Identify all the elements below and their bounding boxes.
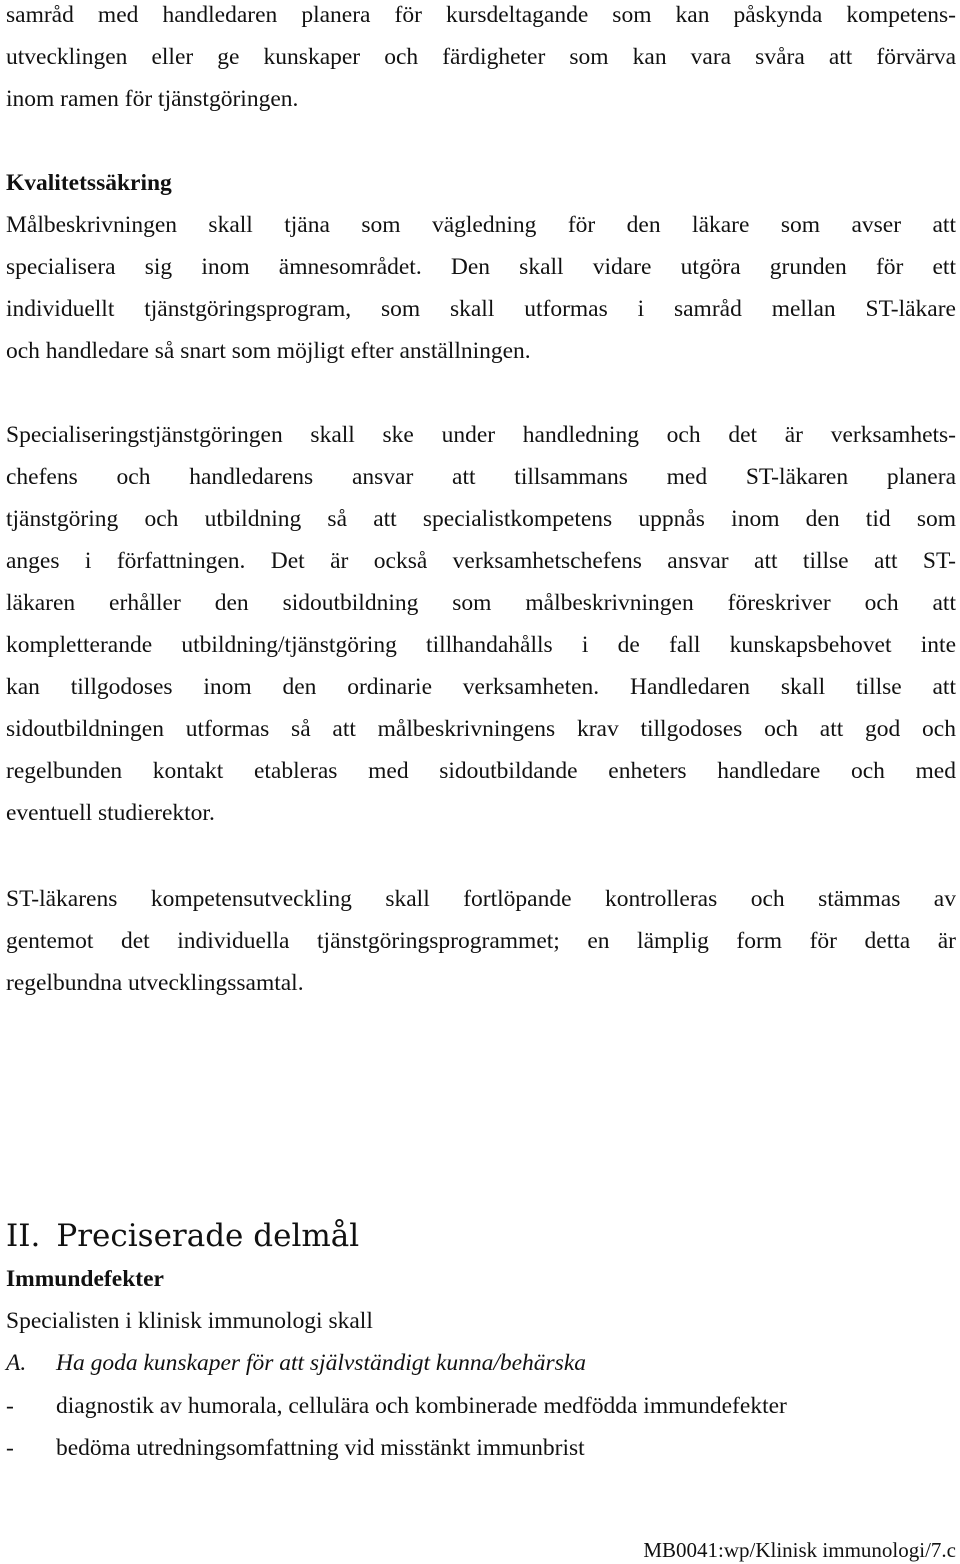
paragraph-line: chefens och handledarens ansvar att tillsammans med ST-läkaren planera [6,464,956,490]
section-title [6,1216,359,1256]
section-intro: Specialisten i klinisk immunologi skall [6,1308,373,1334]
bullet-marker: - [6,1435,14,1461]
paragraph-line: Målbeskrivningen skall tjäna som vägledning för den läkare som avser att [6,212,956,238]
goal-marker: A. [6,1350,27,1376]
intro-line: inom ramen för tjänstgöringen. [6,86,299,112]
intro-line: utvecklingen eller ge kunskaper och färdigheter som kan vara svåra att förvärva [6,44,956,70]
paragraph-line: tjänstgöring och utbildning så att specialistkompetens uppnås inom den tid som [6,506,956,532]
paragraph-line: kan tillgodoses inom den ordinarie verksamheten. Handledaren skall tillse att [6,674,956,700]
paragraph-line: och handledare så snart som möjligt efter anställningen. [6,338,531,364]
paragraph-line: eventuell studierektor. [6,800,215,826]
paragraph-line: ST-läkarens kompetensutveckling skall fortlöpande kontrolleras och stämmas av [6,886,956,912]
paragraph-line: individuellt tjänstgöringsprogram, som skall utformas i samråd mellan ST-läkare [6,296,956,322]
paragraph-line: regelbundna utvecklingssamtal. [6,970,304,996]
paragraph-line: anges i författningen. Det är också verksamhetschefens ansvar att tillse att ST- [6,548,956,574]
bullet-marker: - [6,1393,14,1419]
intro-line: samråd med handledaren planera för kursdeltagande som kan påskynda kompetens- [6,2,956,28]
page-footer: MB0041:wp/Klinisk immunologi/7.c [643,1538,956,1562]
paragraph-line: läkaren erhåller den sidoutbildning som målbeskrivningen föreskriver och att [6,590,956,616]
section-number: II. [6,1218,41,1254]
subsection-heading: Immundefekter [6,1266,164,1292]
paragraph-line: Specialiseringstjänstgöringen skall ske under handledning och det är verksamhets- [6,422,956,448]
paragraph-line: kompletterande utbildning/tjänstgöring tillhandahålls i de fall kunskapsbehovet inte [6,632,956,658]
paragraph-line: gentemot det individuella tjänstgöringsprogrammet; en lämplig form för detta är [6,928,956,954]
section-heading-quality: Kvalitetssäkring [6,170,172,196]
paragraph-line: sidoutbildningen utformas så att målbeskrivningens krav tillgodoses och att god och [6,716,956,742]
paragraph-line: specialisera sig inom ämnesområdet. Den skall vidare utgöra grunden för ett [6,254,956,280]
list-item-text: bedöma utredningsomfattning vid misstänkt immunbrist [56,1435,585,1461]
list-item [6,1391,787,1421]
list-item-text: diagnostik av humorala, cellulära och kombinerade medfödda immundefekter [56,1393,787,1419]
goal-item-a [6,1348,586,1378]
list-item [6,1433,585,1463]
paragraph-line: regelbunden kontakt etableras med sidoutbildande enheters handledare och med [6,758,956,784]
section-title-text: Preciserade delmål [56,1218,360,1254]
goal-text: Ha goda kunskaper för att självständigt kunna/behärska [56,1350,587,1376]
